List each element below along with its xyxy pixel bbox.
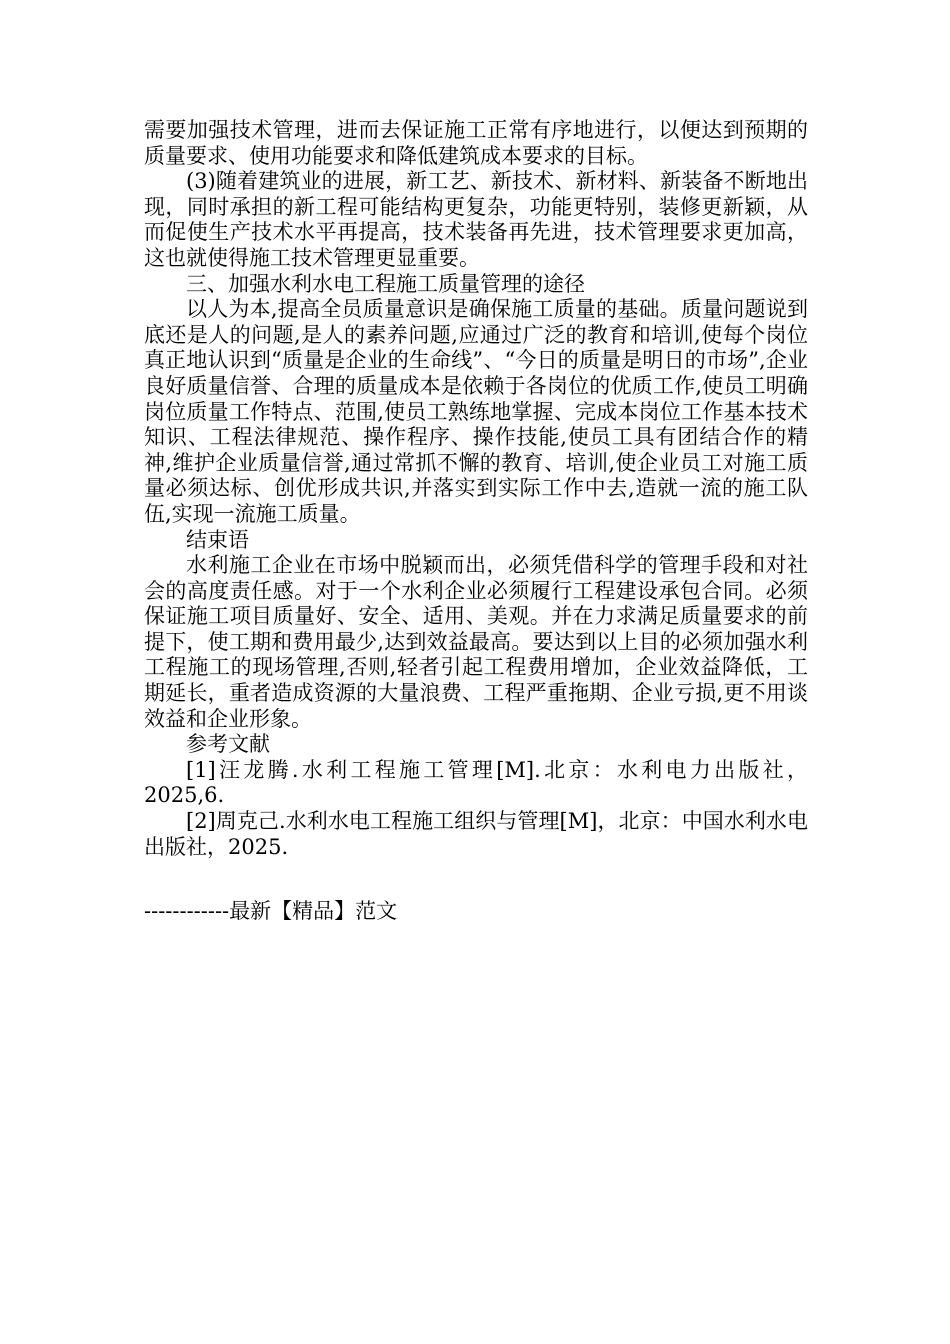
reference-item-1: [1]汪龙腾.水利工程施工管理[M].北京：水利电力出版社，2025,6.: [144, 757, 808, 808]
reference-item-2: [2]周克己.水利水电工程施工组织与管理[M]，北京：中国水利水电出版社，2025.: [144, 809, 808, 859]
paragraph-technology-progress: (3)随着建筑业的进展，新工艺、新技术、新材料、新装备不断地出现，同时承担的新工程可能结构更复杂，功能更特别，装修更新颖，从而促使生产技术水平再提高，技术装备再先进，技术管理要求更加高，这也就使得施工技术管理更显重要。: [144, 169, 808, 270]
footer-watermark-text: ------------最新【精品】范文: [144, 899, 398, 923]
paragraph-continuation: 需要加强技术管理，进而去保证施工正常有序地进行，以便达到预期的质量要求、使用功能要求和降低建筑成本要求的目标。: [144, 118, 808, 168]
paragraph-conclusion: 水利施工企业在市场中脱颖而出，必须凭借科学的管理手段和对社会的高度责任感。对于一个水利企业必须履行工程建设承包合同。必须保证施工项目质量好、安全、适用、美观。并在力求满足质量要求的前提下，使工期和费用最少,达到效益最高。要达到以上目的必须加强水利工程施工的现场管理,否则,轻者引起工程费用增加，企业效益降低，工期延长，重者造成资源的大量浪费、工程严重拖期、企业亏损,更不用谈效益和企业形象。: [144, 553, 808, 731]
section-heading-conclusion: 结束语: [186, 527, 249, 552]
section-heading-references: 参考文献: [186, 732, 270, 757]
paragraph-people-oriented: 以人为本,提高全员质量意识是确保施工质量的基础。质量问题说到底还是人的问题,是人的素养问题,应通过广泛的教育和培训,使每个岗位真正地认识到“质量是企业的生命线”、“今日的质量是明日的市场”,企业良好质量信誉、合理的质量成本是依赖于各岗位的优质工作,使员工明确岗位质量工作特点、范围,使员工熟练地掌握、完成本岗位工作基本技术知识、工程法律规范、操作程序、操作技能,使员工具有团结合作的精神,维护企业质量信誉,通过常抓不懈的教育、培训,使企业员工对施工质量必须达标、创优形成共识,并落实到实际工作中去,造就一流的施工队伍,实现一流施工质量。: [144, 297, 808, 526]
document-body: [144, 118, 808, 860]
section-heading-quality-approach: 三、加强水利水电工程施工质量管理的途径: [186, 271, 585, 296]
